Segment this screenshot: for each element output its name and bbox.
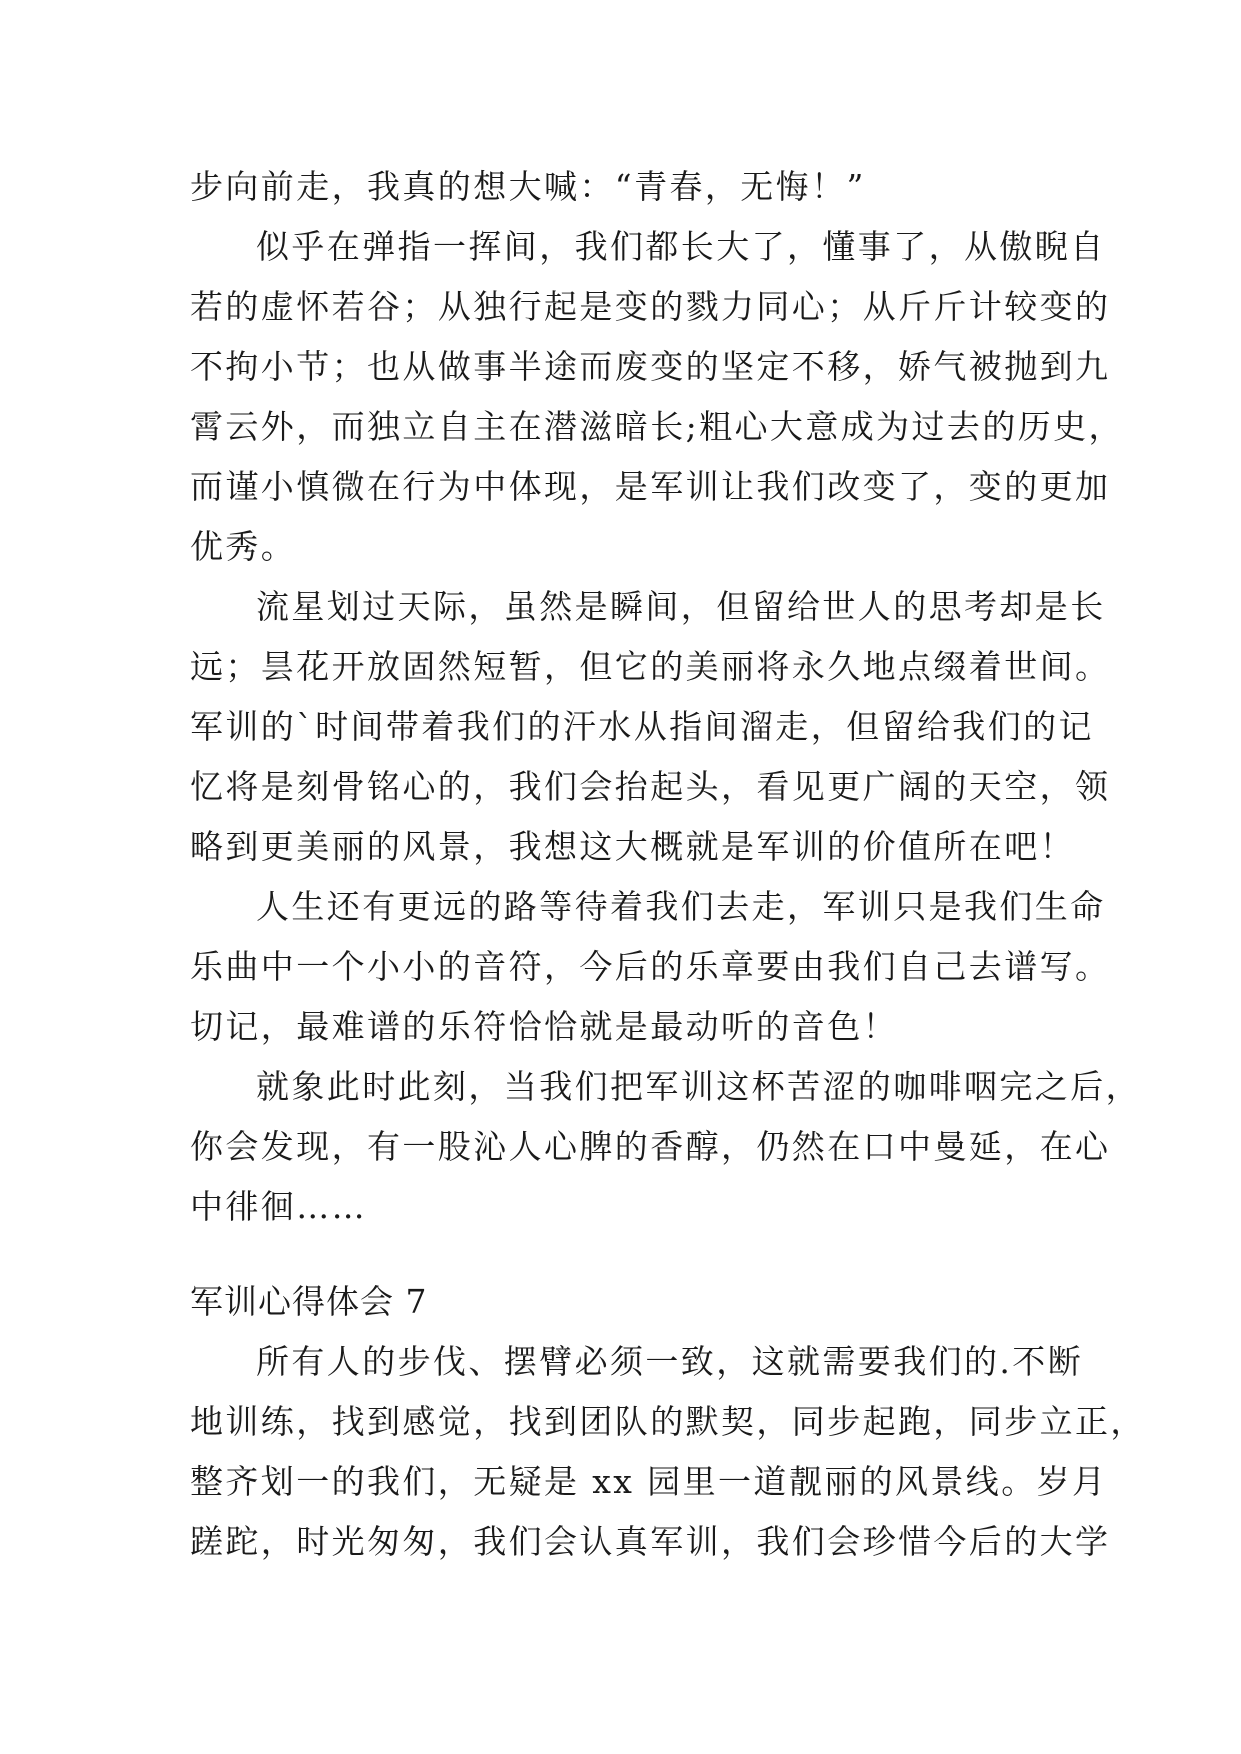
- paragraph-start-line: 所有人的步伐、摆臂必须一致，这就需要我们的.不断: [256, 1342, 1084, 1381]
- text-line: 霄云外，而独立自主在潜滋暗长;粗心大意成为过去的历史，: [190, 407, 1124, 446]
- text-line: 远；昙花开放固然短暂，但它的美丽将永久地点缀着世间。: [190, 647, 1111, 686]
- paragraph-start-line: 似乎在弹指一挥间，我们都长大了，懂事了，从傲睨自: [256, 227, 1106, 266]
- text-line: 你会发现，有一股沁人心脾的香醇，仍然在口中曼延，在心: [190, 1127, 1111, 1166]
- text-line: 优秀。: [190, 527, 297, 566]
- text-line: 整齐划一的我们，无疑是 xx 园里一道靓丽的风景线。岁月: [190, 1462, 1108, 1501]
- text-line: 蹉跎，时光匆匆，我们会认真军训，我们会珍惜今后的大学: [190, 1522, 1111, 1561]
- text-line: 略到更美丽的风景，我想这大概就是军训的价值所在吧！: [190, 827, 1075, 866]
- paragraph-start-line: 人生还有更远的路等待着我们去走，军训只是我们生命: [256, 887, 1106, 926]
- paragraph-start-line: 就象此时此刻，当我们把军训这杯苦涩的咖啡咽完之后，: [256, 1067, 1141, 1106]
- text-line: 若的虚怀若谷；从独行起是变的戮力同心；从斤斤计较变的: [190, 287, 1111, 326]
- text-line: 而谨小慎微在行为中体现，是军训让我们改变了，变的更加: [190, 467, 1111, 506]
- text-line: 地训练，找到感觉，找到团队的默契，同步起跑，同步立正，: [190, 1402, 1146, 1441]
- text-line: 步向前走，我真的想大喊：“青春，无悔！”: [190, 167, 866, 206]
- text-line: 切记，最难谱的乐符恰恰就是最动听的音色！: [190, 1007, 898, 1046]
- text-line: 中徘徊……: [190, 1187, 367, 1226]
- text-line: 军训的`时间带着我们的汗水从指间溜走，但留给我们的记: [190, 707, 1094, 746]
- paragraph-start-line: 流星划过天际，虽然是瞬间，但留给世人的思考却是长: [256, 587, 1106, 626]
- text-line: 不拘小节；也从做事半途而废变的坚定不移，娇气被抛到九: [190, 347, 1111, 386]
- text-line: 乐曲中一个小小的音符，今后的乐章要由我们自己去谱写。: [190, 947, 1111, 986]
- text-line: 忆将是刻骨铭心的，我们会抬起头，看见更广阔的天空，领: [190, 767, 1111, 806]
- section-heading: 军训心得体会 7: [190, 1282, 428, 1321]
